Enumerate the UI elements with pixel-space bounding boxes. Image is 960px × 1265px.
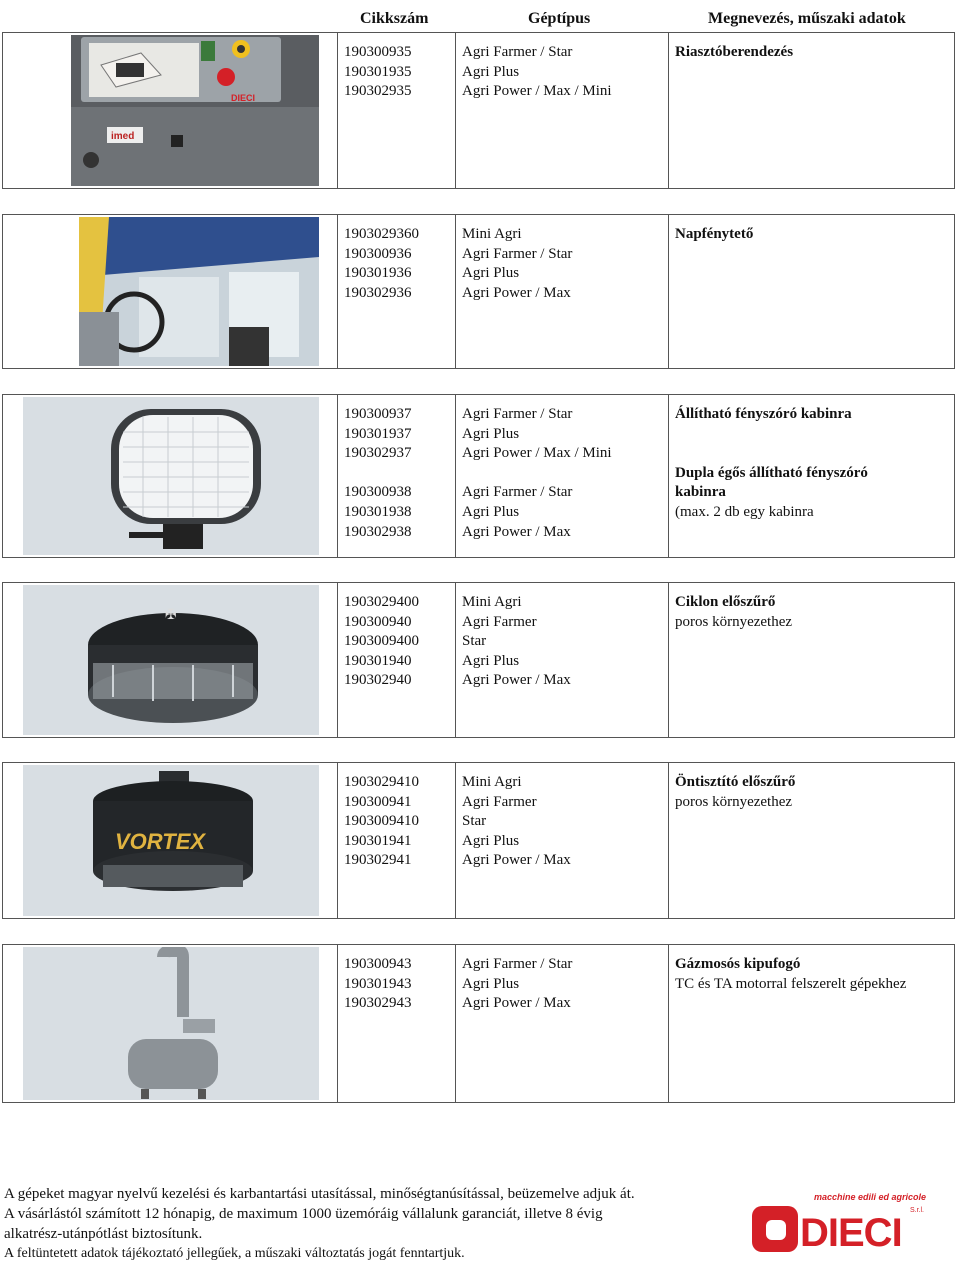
logo-tagline: macchine edili ed agricole	[814, 1192, 926, 1202]
footer-line-1: A gépeket magyar nyelvű kezelési és karbantartási utasítással, minőségtanúsítással, beüzemelve adjuk át.	[4, 1186, 635, 1202]
dieci-small-label: DIECI	[231, 93, 256, 103]
product-title: Riasztóberendezés	[675, 44, 794, 60]
product-desc: poros környezethez	[675, 613, 793, 630]
dieci-logo	[752, 1188, 926, 1254]
header-type: Géptípus	[528, 10, 591, 27]
product-title-2: Dupla égős állítható fényszóró	[675, 464, 868, 481]
footer-line-3: alkatrész-utánpótlást biztosítunk.	[4, 1226, 203, 1242]
product-title-2-cont: kabinra	[675, 484, 726, 501]
codes-1: 190300935 190301935 190302935	[344, 44, 412, 100]
product-desc: poros környezethez	[675, 793, 793, 810]
logo-srl: S.r.l.	[910, 1207, 925, 1214]
types-1: Agri Farmer / Star Agri Plus Agri Power / Max / Mini	[462, 44, 612, 100]
codes-5: 1903029410 190300941 1903009410 190301941 190302941	[344, 774, 419, 869]
table-row	[2, 214, 955, 369]
codes-2: 1903029360 190300936 190301936 190302936	[344, 226, 419, 301]
types-5: Mini Agri Agri Farmer Star Agri Plus Agri Power / Max	[462, 774, 571, 869]
product-desc: TC és TA motorral felszerelt gépekhez	[675, 975, 907, 992]
product-photo-exhaust	[23, 947, 319, 1100]
logo-brand: DIECI	[800, 1211, 902, 1254]
product-photo-alarm	[71, 35, 319, 186]
footer-line-2: A vásárlástól számított 12 hónapig, de maximum 1000 üzemóráig vállalunk garanciát, illetve 8 évig	[4, 1206, 603, 1222]
codes-4: 1903029400 190300940 1903009400 190301940 190302940	[344, 594, 419, 689]
types-3: Agri Farmer / Star Agri Plus Agri Power / Max / Mini Agri Farmer / Star Agri Plus Agri Power / Max	[462, 406, 612, 540]
svg-text:✠: ✠	[165, 607, 177, 623]
product-photo-vortex-filter	[23, 765, 319, 916]
table-row	[2, 32, 955, 189]
product-photo-sunroof	[79, 217, 319, 366]
product-photo-worklight	[23, 397, 319, 555]
types-4: Mini Agri Agri Farmer Star Agri Plus Agri Power / Max	[462, 594, 571, 689]
product-title: Ciklon előszűrő	[675, 594, 776, 610]
table-row	[2, 394, 955, 558]
product-title: Napfénytető	[675, 226, 754, 242]
header-code: Cikkszám	[360, 10, 429, 27]
footer-line-4: A feltüntetett adatok tájékoztató jellegűek, a műszaki változtatás jogát fenntartjuk.	[4, 1246, 465, 1261]
table-row	[2, 582, 955, 738]
types-6: Agri Farmer / Star Agri Plus Agri Power / Max	[462, 956, 573, 1012]
types-2: Mini Agri Agri Farmer / Star Agri Plus Agri Power / Max	[462, 226, 573, 301]
table-row	[2, 762, 955, 919]
vortex-label: VORTEX	[115, 829, 206, 854]
product-title: Állítható fényszóró kabinra	[675, 406, 852, 422]
product-desc-2: (max. 2 db egy kabinra	[675, 503, 814, 520]
table-row	[2, 944, 955, 1103]
product-title: Öntisztító előszűrő	[675, 774, 796, 790]
codes-3: 190300937 190301937 190302937 190300938 190301938 190302938	[344, 406, 412, 540]
product-title: Gázmosós kipufogó	[675, 956, 801, 972]
product-photo-cyclone-filter	[23, 585, 319, 735]
codes-6: 190300943 190301943 190302943	[344, 956, 412, 1012]
header-desc: Megnevezés, műszaki adatok	[708, 10, 906, 27]
imed-label: imed	[111, 131, 135, 142]
